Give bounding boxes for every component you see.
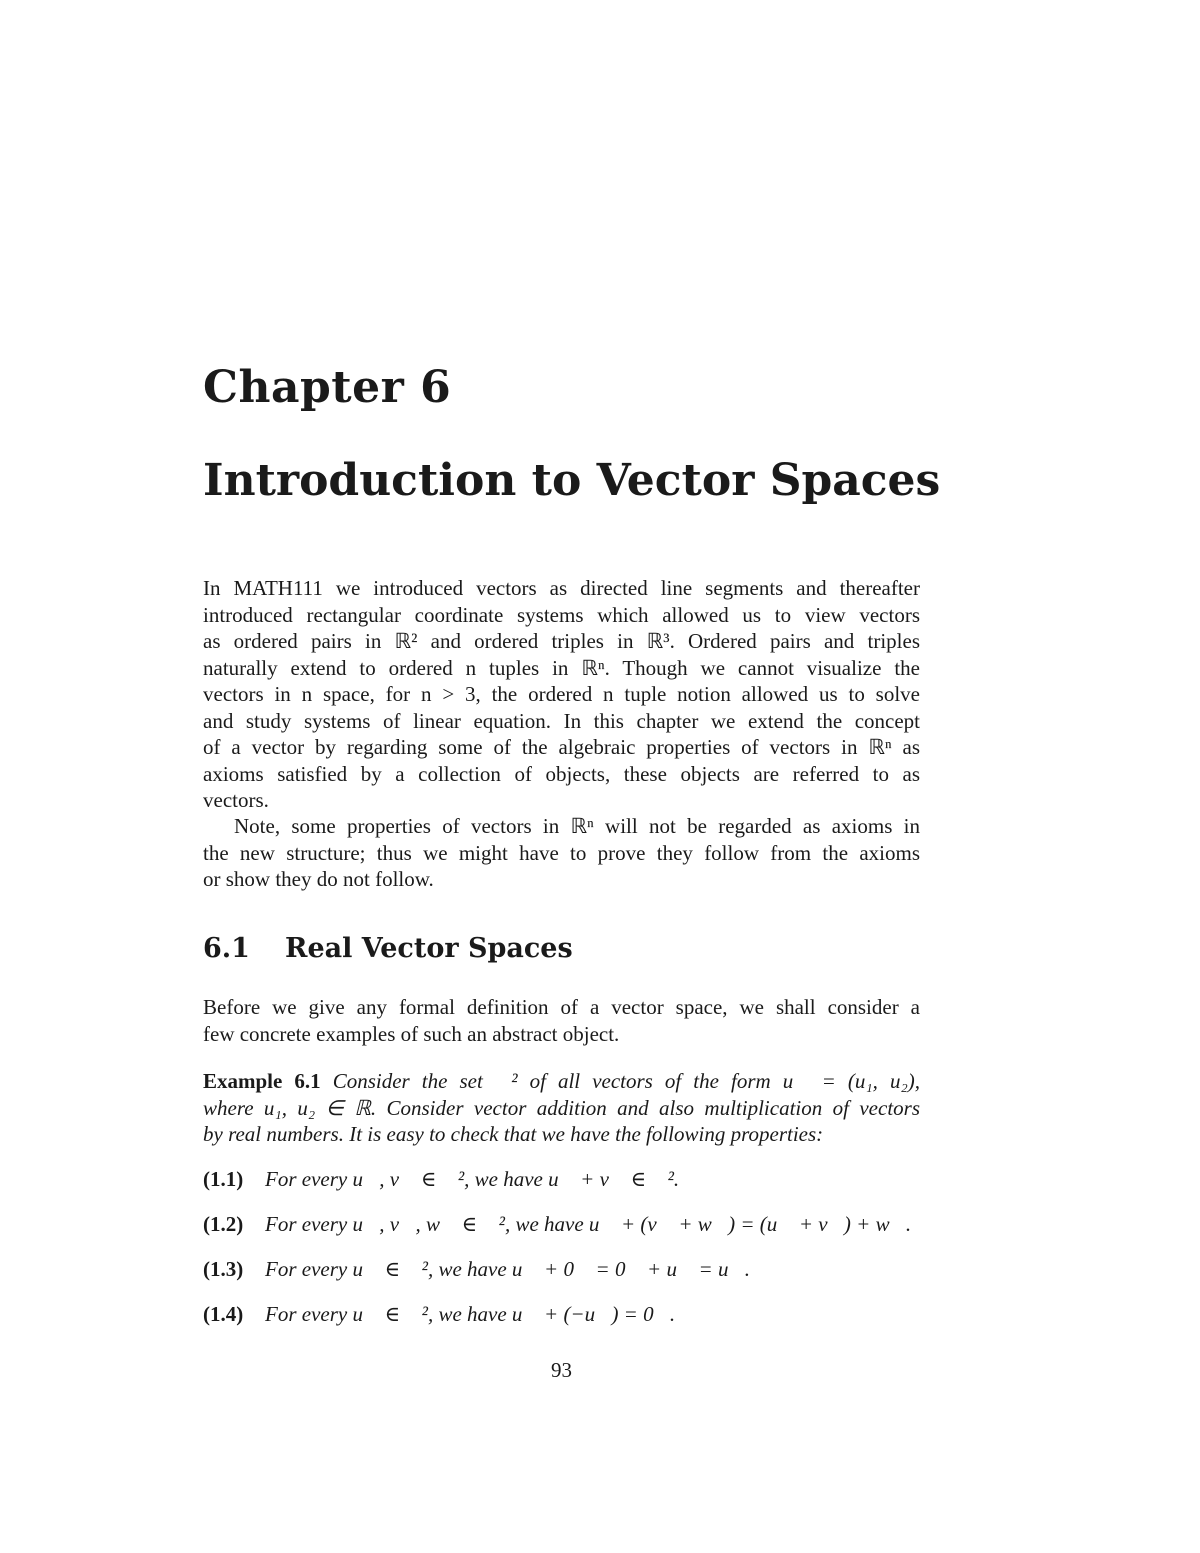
section-intro-line: few concrete examples of such an abstract object. <box>203 1021 620 1046</box>
property-item <box>203 1212 920 1242</box>
intro-line: as ordered pairs in ℝ² and ordered triples in ℝ³. Ordered pairs and triples <box>203 629 920 653</box>
note-line: or show they do not follow. <box>203 867 434 891</box>
section-title: Real Vector Spaces <box>285 933 573 964</box>
property-text: For every u⃗ ∈ ℝ², we have u⃗ + 0⃗ = 0⃗ + u⃗ = u⃗. <box>265 1257 751 1281</box>
intro-line: naturally extend to ordered n tuples in ℝⁿ. Though we cannot visualize the <box>203 655 920 680</box>
chapter-label: Chapter 6 <box>203 362 452 413</box>
note-line: Note, some properties of vectors in ℝⁿ will not be regarded as axioms in <box>234 814 920 838</box>
property-text: For every u⃗, v⃗, w⃗ ∈ ℝ², we have u⃗ + (v⃗ + w⃗) = (u⃗ + v⃗) + w⃗. <box>265 1212 912 1236</box>
page-number: 93 <box>551 1358 572 1382</box>
section-number: 6.1 <box>203 933 250 964</box>
note-paragraph <box>203 813 920 893</box>
example-text: Consider the set ℝ² of all vectors of the form u⃗ = (u₁, u₂), <box>332 1069 920 1093</box>
intro-line: vectors in n space, for n > 3, the ordered n tuple notion allowed us to solve <box>203 682 920 706</box>
property-item <box>203 1167 920 1197</box>
example-line: where u₁, u₂ ∈ ℝ. Consider vector addition and also multiplication of vectors <box>203 1095 920 1120</box>
chapter-title: Introduction to Vector Spaces <box>203 455 941 506</box>
property-item <box>203 1302 920 1332</box>
intro-line: In MATH111 we introduced vectors as directed line segments and thereafter <box>203 576 920 600</box>
example-block <box>203 1068 920 1148</box>
property-label: (1.3) <box>203 1257 244 1281</box>
intro-line: and study systems of linear equation. In this chapter we extend the concept <box>203 708 920 733</box>
example-line: by real numbers. It is easy to check that we have the following properties: <box>203 1122 824 1146</box>
property-text: For every u⃗, v⃗ ∈ ℝ², we have u⃗ + v⃗ ∈ ℝ². <box>265 1167 680 1191</box>
note-line: the new structure; thus we might have to prove they follow from the axioms <box>203 840 920 865</box>
property-item <box>203 1257 920 1287</box>
property-label: (1.2) <box>203 1212 244 1236</box>
book-page <box>203 0 941 1553</box>
intro-line: introduced rectangular coordinate systems which allowed us to view vectors <box>203 602 920 627</box>
intro-line: axioms satisfied by a collection of objects, these objects are referred to as <box>203 761 920 786</box>
property-label: (1.4) <box>203 1302 244 1326</box>
example-label: Example 6.1 <box>203 1069 321 1093</box>
section-heading <box>203 933 573 964</box>
intro-line: vectors. <box>203 788 269 812</box>
section-intro-line: Before we give any formal definition of a vector space, we shall consider a <box>203 995 920 1019</box>
property-text: For every u⃗ ∈ ℝ², we have u⃗ + (−u⃗) = 0⃗. <box>265 1302 676 1326</box>
section-intro-paragraph <box>203 994 920 1047</box>
intro-paragraph <box>203 575 920 814</box>
property-label: (1.1) <box>203 1167 244 1191</box>
intro-line: of a vector by regarding some of the algebraic properties of vectors in ℝⁿ as <box>203 735 920 759</box>
example-first-line <box>203 1068 920 1095</box>
